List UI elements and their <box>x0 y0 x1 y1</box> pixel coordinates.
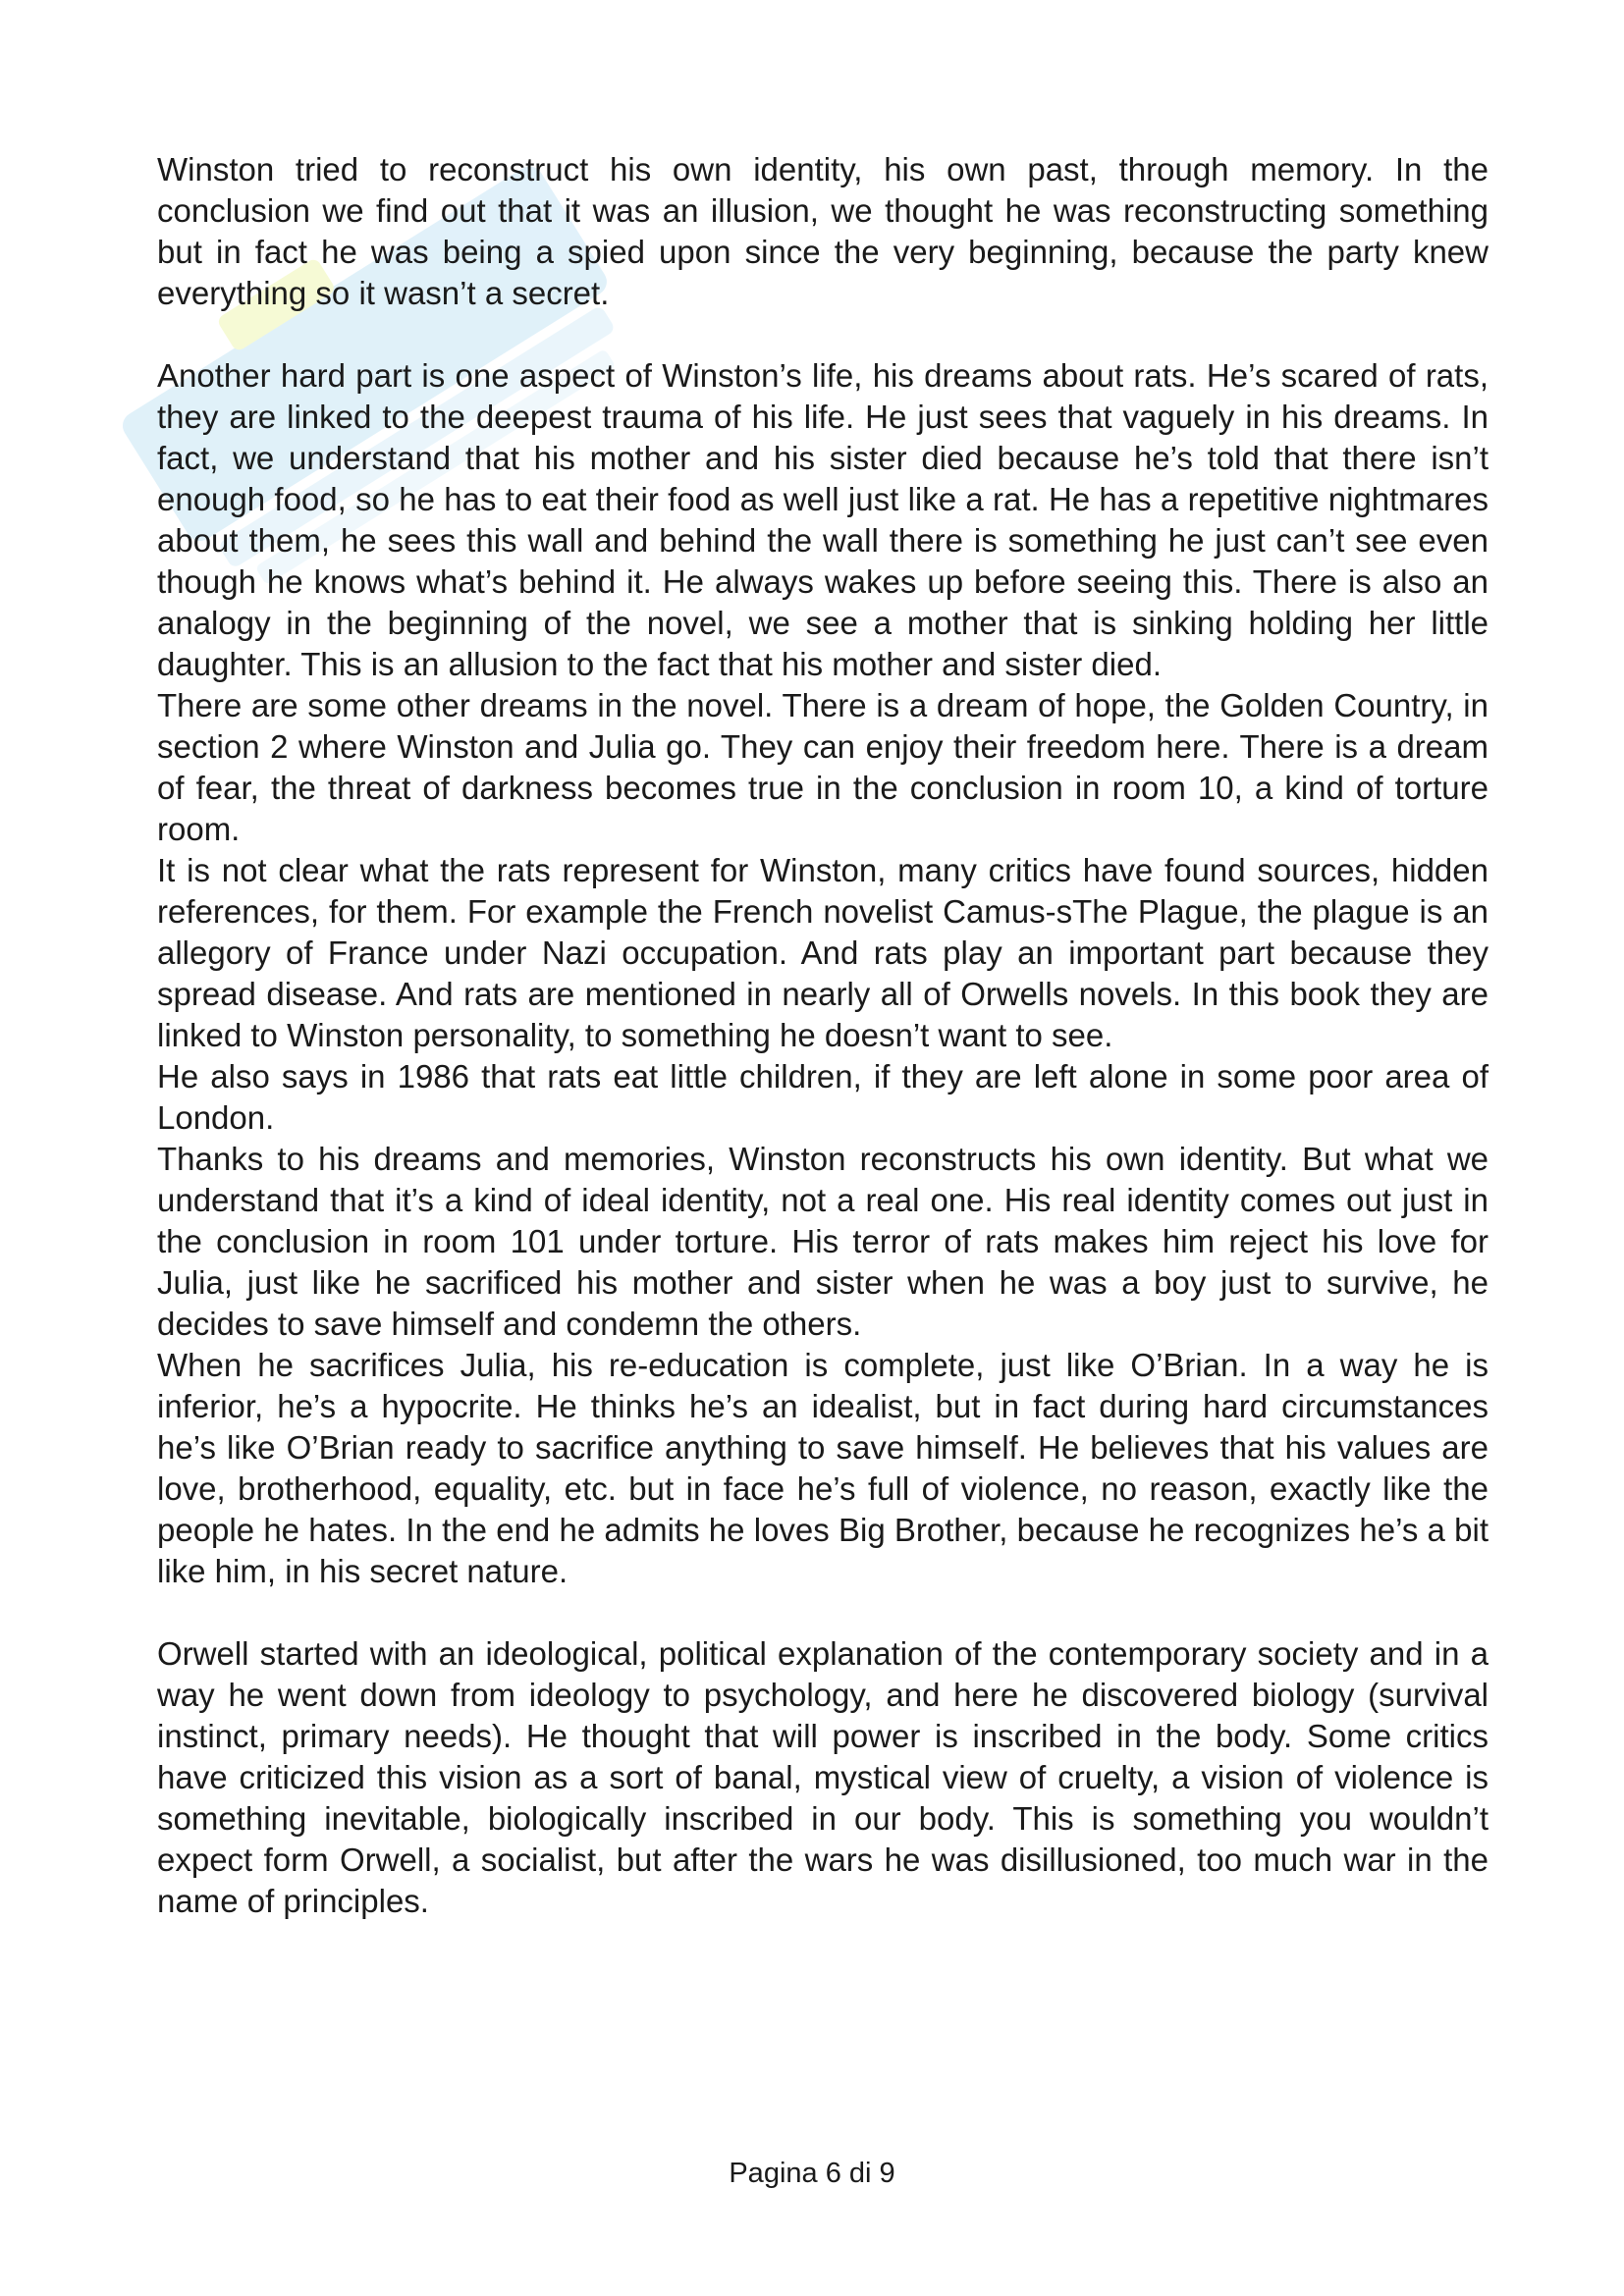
paragraph-identity-memory: Winston tried to reconstruct his own identity, his own past, through memory. In the conclusion we find out that it was an illusion, we thought he was reconstructing something but in fact he was being a spied upon since the very beginning, because the party knew everything so it wasn’t a secret. <box>157 151 1489 311</box>
paragraph-sacrifice-julia: When he sacrifices Julia, his re-education is complete, just like O’Brian. In a way he is inferior, he’s a hypocrite. He thinks he’s an idealist, but in fact during hard circumstances he’s like O’Brian ready to sacrifice anything to save himself. He believes that his values are love, brotherhood, equality, etc. but in face he’s full of violence, no reason, exactly like the people he hates. In the end he admits he loves Big Brother, because he recognizes he’s a bit like him, in his secret nature. <box>157 1347 1489 1589</box>
paragraph-rats-london: He also says in 1986 that rats eat little children, if they are left alone in some poor area of London. <box>157 1058 1489 1136</box>
paragraph-rats-meaning: It is not clear what the rats represent for Winston, many critics have found sources, hidden references, for them. For example the French novelist Camus-sThe Plague, the plague is an allegory of France under Nazi occupation. And rats play an important part because they spread disease. And rats are mentioned in nearly all of Orwells novels. In this book they are linked to Winston personality, to something he doesn’t want to see. <box>157 852 1489 1053</box>
paragraph-rats-dreams: Another hard part is one aspect of Winston’s life, his dreams about rats. He’s scared of rats, they are linked to the deepest trauma of his life. He just sees that vaguely in his dreams. In fact, we understand that his mother and his sister died because he’s told that there isn’t enough food, so he has to eat their food as well just like a rat. He has a repetitive nightmares about them, he sees this wall and behind the wall there is something he just can’t see even though he knows what’s behind it. He always wakes up before seeing this. There is also an analogy in the beginning of the novel, we see a mother that is sinking holding her little daughter. This is an allusion to the fact that his mother and sister died. <box>157 357 1489 682</box>
document-body <box>157 149 1489 1922</box>
paragraph-orwell-ideology: Orwell started with an ideological, political explanation of the contemporary society and in a way he went down from ideology to psychology, and here he discovered biology (survival instinct, primary needs). He thought that will power is inscribed in the body. Some critics have criticized this vision as a sort of banal, mystical view of cruelty, a vision of violence is something inevitable, biologically inscribed in our body. This is something you wouldn’t expect form Orwell, a socialist, but after the wars he was disillusioned, too much war in the name of principles. <box>157 1635 1489 1919</box>
paragraph-spacer <box>157 1592 1489 1633</box>
paragraph-real-identity: Thanks to his dreams and memories, Winston reconstructs his own identity. But what we understand that it’s a kind of ideal identity, not a real one. His real identity comes out just in the conclusion in room 101 under torture. His terror of rats makes him reject his love for Julia, just like he sacrificed his mother and sister when he was a boy just to survive, he decides to save himself and condemn the others. <box>157 1141 1489 1342</box>
paragraph-spacer <box>157 314 1489 355</box>
page-number: Pagina 6 di 9 <box>729 2158 895 2189</box>
paragraph-other-dreams: There are some other dreams in the novel. There is a dream of hope, the Golden Country, in section 2 where Winston and Julia go. They can enjoy their freedom here. There is a dream of fear, the threat of darkness becomes true in the conclusion in room 10, a kind of torture room. <box>157 687 1489 847</box>
